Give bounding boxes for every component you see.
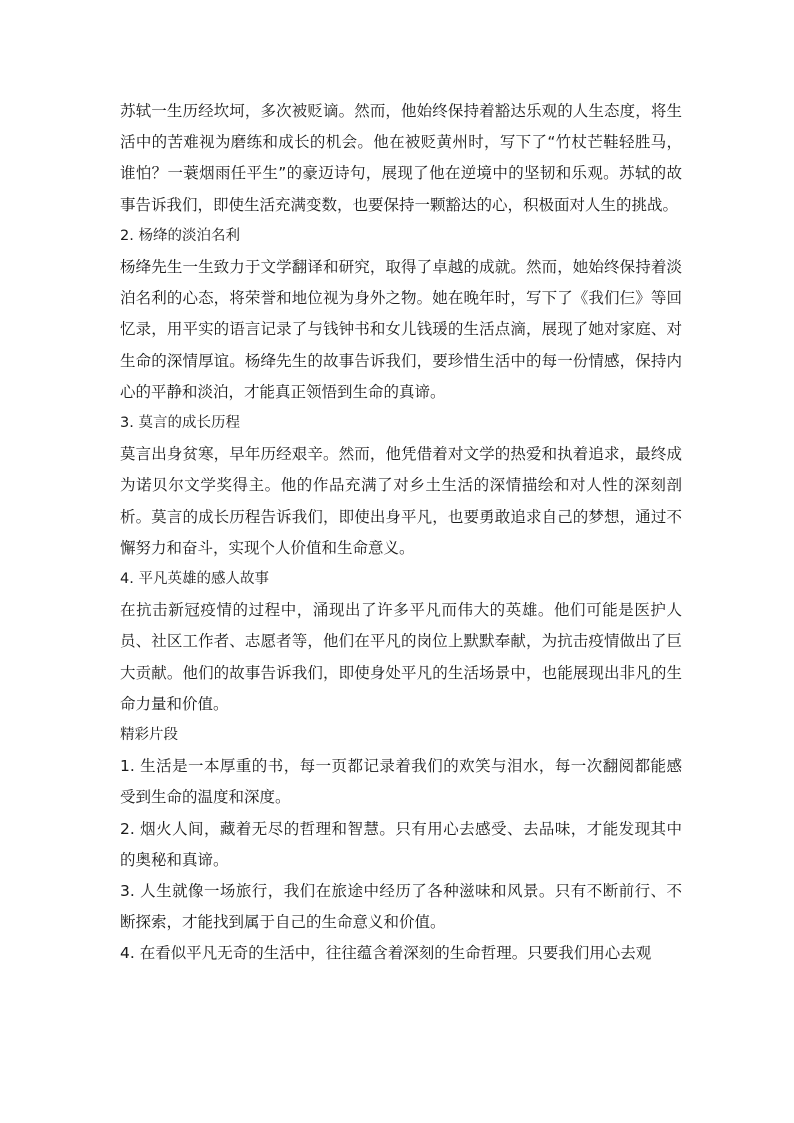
heading-mo-yan: 3. 莫言的成长历程 <box>120 415 240 432</box>
highlight-item-2: 2. 烟火人间，藏着无尽的哲理和智慧。只有用心去感受、去品味，才能发现其中的奥秘和真谛。 <box>120 819 682 869</box>
paragraph-mo-yan: 莫言出身贫寒，早年历经艰辛。然而，他凭借着对文学的热爱和执着追求，最终成为诺贝尔文学奖得主。他的作品充满了对乡土生活的深情描绘和对人性的深刻剖析。莫言的成长历程告诉我们，即使出身平凡，也要勇敢追求自己的梦想，通过不懈努力和奋斗，实现个人价值和生命意义。 <box>120 445 682 557</box>
heading-ordinary-heroes: 4. 平凡英雄的感人故事 <box>120 571 269 588</box>
highlight-item-1: 1. 生活是一本厚重的书，每一页都记录着我们的欢笑与泪水，每一次翻阅都能感受到生命的温度和深度。 <box>120 757 682 807</box>
paragraph-su-shi: 苏轼一生历经坎坷，多次被贬谪。然而，他始终保持着豁达乐观的人生态度，将生活中的苦难视为磨练和成长的机会。他在被贬黄州时，写下了“竹杖芒鞋轻胜马，谁怕？一蓑烟雨任平生”的豪迈诗句，展现了他在逆境中的坚韧和乐观。苏轼的故事告诉我们，即使生活充满变数，也要保持一颗豁达的心，积极面对人生的挑战。 <box>120 102 682 214</box>
document-page <box>120 96 682 970</box>
paragraph-ordinary-heroes: 在抗击新冠疫情的过程中，涌现出了许多平凡而伟大的英雄。他们可能是医护人员、社区工作者、志愿者等，他们在平凡的岗位上默默奉献，为抗击疫情做出了巨大贡献。他们的故事告诉我们，即使身处平凡的生活场景中，也能展现出非凡的生命力量和价值。 <box>120 601 682 713</box>
heading-highlights: 精彩片段 <box>120 727 178 744</box>
heading-yang-jiang: 2. 杨绛的淡泊名利 <box>120 227 240 244</box>
paragraph-yang-jiang: 杨绛先生一生致力于文学翻译和研究，取得了卓越的成就。然而，她始终保持着淡泊名利的心态，将荣誉和地位视为身外之物。她在晚年时，写下了《我们仨》等回忆录，用平实的语言记录了与钱钟书和女儿钱瑗的生活点滴，展现了她对家庭、对生命的深情厚谊。杨绛先生的故事告诉我们，要珍惜生活中的每一份情感，保持内心的平静和淡泊，才能真正领悟到生命的真谛。 <box>120 258 682 401</box>
highlight-item-3: 3. 人生就像一场旅行，我们在旅途中经历了各种滋味和风景。只有不断前行、不断探索，才能找到属于自己的生命意义和价值。 <box>120 882 682 932</box>
highlight-item-4: 4. 在看似平凡无奇的生活中，往往蕴含着深刻的生命哲理。只要我们用心去观 <box>120 944 652 963</box>
